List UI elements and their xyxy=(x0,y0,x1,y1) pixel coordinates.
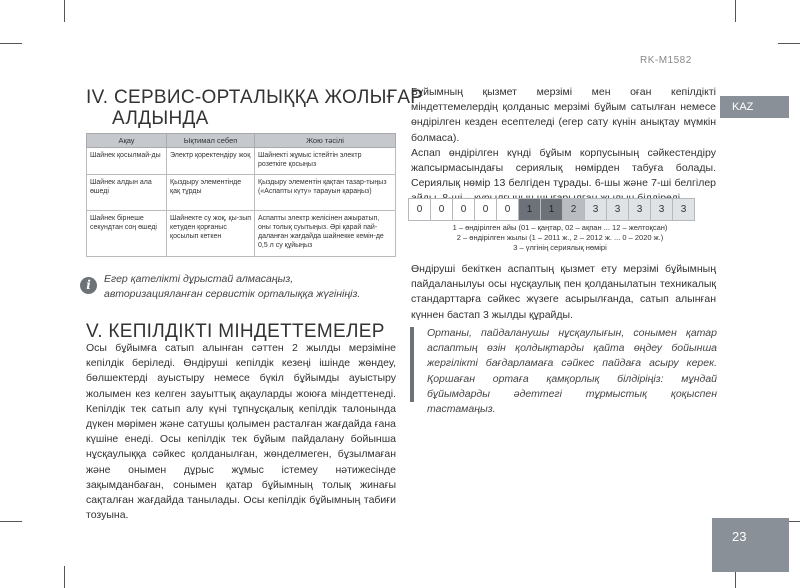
table-header-row xyxy=(87,134,396,148)
table-header: Ақау xyxy=(87,134,167,148)
crop-mark xyxy=(735,0,736,22)
serial-digit-model: 3 xyxy=(650,198,673,221)
serial-digit: 0 xyxy=(430,198,453,221)
serial-digit: 0 xyxy=(474,198,497,221)
serial-legend-item: 1 – өндірілген айы (01 – қаңтар, 02 – ақпан ... 12 – желтоқсан) xyxy=(452,223,668,232)
troubleshooting-table xyxy=(86,133,396,257)
service-life-paragraph xyxy=(411,85,716,207)
table-cell: Электр қоректендіру жоқ xyxy=(167,148,255,175)
crop-mark xyxy=(64,0,65,22)
serial-digit-model: 3 xyxy=(584,198,607,221)
table-row xyxy=(87,175,396,211)
table-cell: Шайнекте су жоқ, қы-зып кетуден қорғаныс қосылып кеткен xyxy=(167,211,255,257)
recycling-note: Ортаны, пайдаланушы нұсқаулығын, сонымен қатар аспаптың өзін қолдықтарды қайта өңдеу бойынша жергілікті бағдарламаға сәйкес пайдаға асыру керек. Қоршаған ортаға қамқорлық білдіріңіз: мұндай бұйымдарды әдеттегі тұрмыстық қоқыспен тастамаңыз. xyxy=(427,327,717,416)
table-cell: Шайнек бірнеше секундтан соң өшеді xyxy=(87,211,167,257)
serial-legend-item: 3 – үлгінің сериялық нөмірі xyxy=(513,243,607,252)
serial-digit-month: 1 xyxy=(518,198,541,221)
table-cell: Аспапты электр желісінен ажыратып, оны толық суытыңыз. Әрі қарай пай-даланған жағдайда шайнекке кемін-де 0,5 л су құйыңыз xyxy=(255,211,396,257)
serial-digit-model: 3 xyxy=(606,198,629,221)
section-5-title: V. КЕПІЛДІКТІ МІНДЕТТЕМЕЛЕР xyxy=(86,321,385,342)
crop-mark xyxy=(778,43,800,44)
table-cell: Шайнек қосылмай-ды xyxy=(87,148,167,175)
quote-bar xyxy=(410,327,414,402)
serial-legend-item: 2 – өндірілген жылы (1 – 2011 ж., 2 – 2012 ж. ... 0 – 2020 ж.) xyxy=(456,233,664,242)
service-note: Егер қателікті дұрыстай алмасаңыз, авторизацияланған сервистік орталыққа жүгініңіз. xyxy=(104,273,361,300)
serial-legend xyxy=(412,223,708,253)
crop-mark xyxy=(64,566,65,588)
page-number: 23 xyxy=(712,518,789,572)
language-tab: KAZ xyxy=(720,96,789,118)
table-cell: Қыздыру элементін қақтан тазар-тыңыз («Аспапты күту» тарауын қараңыз) xyxy=(255,175,396,211)
serial-digit: 0 xyxy=(408,198,431,221)
crop-mark xyxy=(0,43,22,44)
section-4-title-line2: АЛДЫНДА xyxy=(112,108,209,129)
serial-digit-model: 3 xyxy=(672,198,695,221)
serial-digit-model: 3 xyxy=(628,198,651,221)
table-cell: Қыздыру элементінде қақ тұрды xyxy=(167,175,255,211)
model-number: RK-M1582 xyxy=(640,55,692,66)
table-header: Жою тәсілі xyxy=(255,134,396,148)
production-date-text: Аспап өндірілген күнді бұйым корпусының сәйкестендіру жапсырмасындағы сериялық нөмірден табуға болады. Сериялық нөмір 13 белгіден тұрады. 6-шы және 7-ші белгілер xyxy=(411,146,716,190)
service-life-text: Бұйымның қызмет мерзімі мен оған кепілдікті міндеттемелердің қолданыс мерзімі бұйым сатылған немесе өндірілген кезден есептеледі (егер сату күнін анықтау мүмкін болмаса). xyxy=(411,86,716,144)
table-cell: Шайнек алдын ала өшеді xyxy=(87,175,167,211)
table-row xyxy=(87,148,396,175)
serial-digit: 0 xyxy=(452,198,475,221)
manufacturer-service-life-text: Өндіруші бекіткен аспаптың қызмет ету мерзімі бұйымның пайдаланылуы осы нұсқаулық пен қолданылатын техникалық стандарттарға сәйкес жүзеге асырылғанда, сатып алынған күннен бастап 3 жылды құрайды. xyxy=(411,263,716,321)
serial-digit-month: 1 xyxy=(540,198,563,221)
table-cell: Шайнекті жұмыс істейтін электр розеткіге қосыңыз xyxy=(255,148,396,175)
serial-number-diagram xyxy=(409,198,695,221)
info-icon: i xyxy=(80,277,97,294)
crop-mark xyxy=(0,521,22,522)
section-4-heading xyxy=(86,87,423,129)
section-4-title-line1: IV. СЕРВИС-ОРТАЛЫҚҚА ЖОЛЫҒАР xyxy=(86,87,424,108)
table-row xyxy=(87,211,396,257)
warranty-text: Осы бұйымға сатып алынған сәттен 2 жылды мерзіміне кепілдік беріледі. Өндіруші кепілдік кезеңі ішінде жөндеу, бөлшектерді ауыстыру немесе бүкіл бұйымды ауыстыру жолымен кез келген зауыттық ақауларды жоюға міндеттенеді. Кепілдік тек сатып алу күні тұпнұсқалық кепілдік талонында дүкен мөрімен және сатушы қолымен расталған жағдайда ғана күшіне енеді. Осы кепілдік тек бұйым пайдалану бойынша нұсқаулыққа сәйкес қолданылған, жөнделмеген, бұзылмаған және онымен дұрыс жұмыс істемеу нәтижесінде зақымданбаған, сонымен қатар бұйымның толық жинағы сақталған жағдайда танылады. Осы кепілдік бұйымның табиғи тозуына. xyxy=(86,342,396,522)
serial-digit-year: 2 xyxy=(562,198,585,221)
serial-digit: 0 xyxy=(496,198,519,221)
table-header: Ықтимал себеп xyxy=(167,134,255,148)
